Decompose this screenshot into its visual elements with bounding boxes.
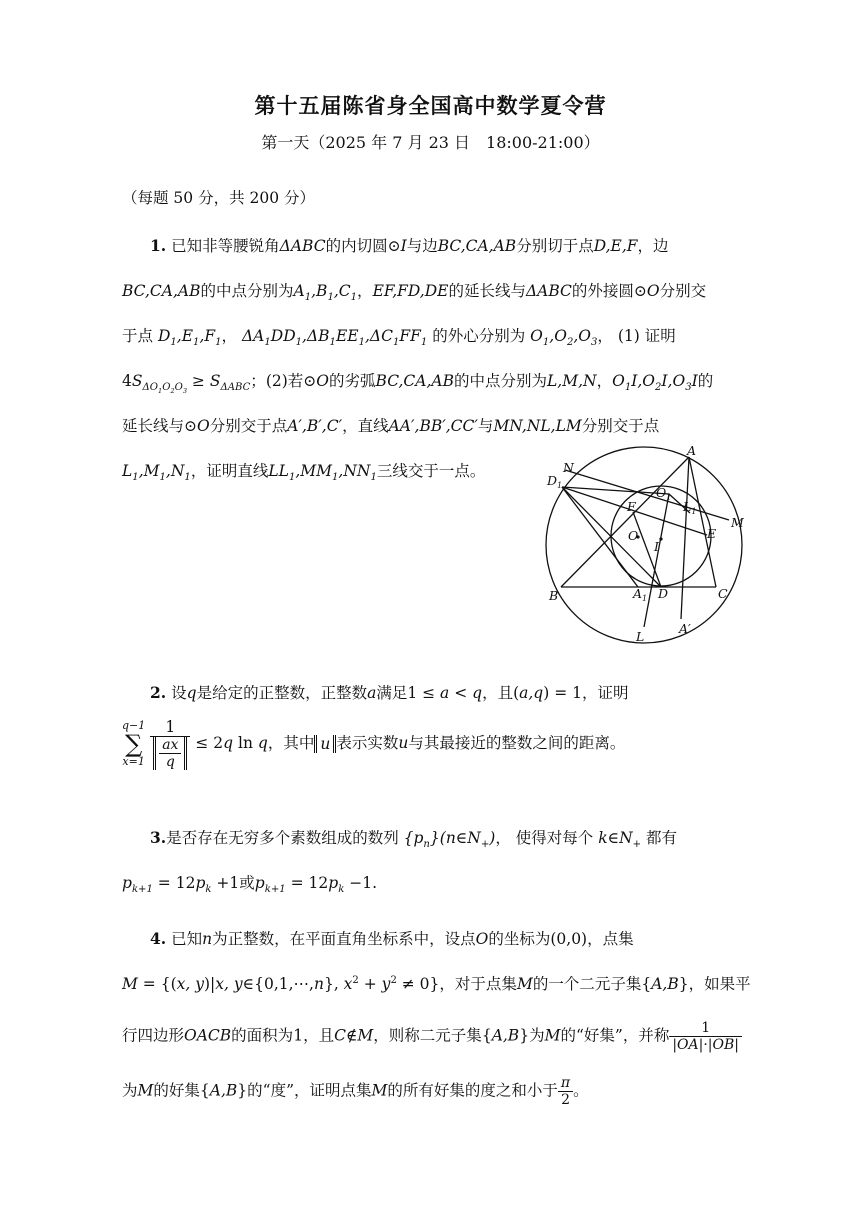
problem-2-line-2: q−1 ∑ x=1 $\frac{1}{\frac{ax}{q}}$ ≤ 2q ln q，其中 u 表示实数u与其最接近的整数之间的距离。 [122, 718, 626, 770]
problem-1-number: 1. [150, 236, 167, 255]
page-title: 第十五届陈省身全国高中数学夏令营 [254, 93, 607, 118]
label-l: L [636, 629, 645, 644]
problem-1-line-4: $4S_{\Delta O_1O_2O_3} \ge S_{\Delta ABC}$；(2)若⊙O的劣弧BC,CA,AB的中点分别为L,M,N，$O_1I,O_2I,O_3I$的 [122, 372, 714, 396]
label-d: D [658, 586, 669, 601]
problem-2-line-1: 2. 设q是给定的正整数，正整数a满足1 ≤ a < q，且(a,q) = 1，证明 [150, 683, 629, 702]
triangle-side-ab [561, 457, 689, 587]
triangle-side-ac [689, 457, 716, 587]
line-n-m [565, 470, 729, 520]
label-o: O [628, 528, 639, 543]
problem-4-line-2: M = {(x, y)|x, y∈{0,1,⋯,n}, $x^2 + y^2 \ne 0$}，对于点集M的一个二元子集{A,B}，如果平 [122, 974, 751, 993]
problem-1-line-2: BC,CA,AB的中点分别为$A_1,B_1,C_1$，EF,FD,DE的延长线与ΔABC的外接圆⊙O分别交 [122, 282, 707, 304]
label-d1: $D_1$ [547, 473, 563, 490]
problem-4-number: 4. [150, 929, 167, 948]
problem-2-number: 2. [150, 683, 167, 702]
label-o1: $O_1$ [656, 485, 672, 502]
label-l1: $L_1$ [683, 499, 697, 516]
scoring-note: （每题 50 分，共 200 分） [122, 189, 316, 207]
problem-1-line-1: 1. 已知非等腰锐角ΔABC的内切圆⊙I与边BC,CA,AB分别切于点D,E,F，边 [150, 236, 669, 255]
problem-1-line-5: 延长线与⊙O分别交于点A′,B′,C′，直线AA′,BB′,CC′与MN,NL,LM分别交于点 [122, 417, 660, 435]
problem-1-line-6: $L_1,M_1,N_1$，证明直线$LL_1,MM_1,NN_1$三线交于一点。 [122, 462, 486, 484]
label-a1: $A_1$ [633, 586, 648, 603]
problem-4-line-1: 4. 已知n为正整数，在平面直角坐标系中，设点O的坐标为(0,0)，点集 [150, 929, 634, 948]
label-m: M [731, 515, 744, 530]
problem-1-line-3: 于点 $D_1,E_1,F_1$， $\Delta A_1DD_1,\Delta B_1EE_1,\Delta C_1FF_1$ 的外心分别为 $O_1,O_2,O_3$， (1) 证明 [122, 327, 676, 349]
line-a-aprime [681, 457, 689, 619]
problem-3-number: 3. [150, 828, 167, 847]
label-n: N [563, 460, 574, 475]
problem-4-line-3: 行四边形OACB的面积为1，且C∉M，则称二元子集{A,B}为M的“好集”，并称 $\frac{1}{|OA|\cdot|OB|}$ [122, 1020, 742, 1053]
problem-3-line-2: $p_{k+1} = 12p_k +1$或$p_{k+1} = 12p_k -1$. [122, 874, 377, 896]
problem-3-line-1: 3.是否存在无穷多个素数组成的数列 $\{p_n\}(n\in N_+)$， 使得对每个 $k\in N_+$ 都有 [150, 828, 678, 851]
line-d1-d [562, 487, 661, 587]
geometry-figure [532, 445, 757, 650]
label-b: B [549, 588, 559, 603]
problem-4-line-4: 为M的好集{A,B}的“度”，证明点集M的所有好集的度之和小于 $\frac{\pi}{2}$ 。 [122, 1075, 589, 1108]
label-a: A [687, 445, 697, 458]
line-l-o1 [644, 494, 669, 627]
label-e: E [707, 526, 717, 541]
label-i: I [654, 539, 659, 554]
circumcircle-o [546, 447, 742, 643]
label-c: C [718, 586, 728, 601]
label-f: F [627, 499, 636, 514]
page-subtitle: 第一天（2025 年 7 月 23 日 18:00-21:00） [261, 133, 600, 152]
label-a-prime: A′ [679, 621, 691, 636]
